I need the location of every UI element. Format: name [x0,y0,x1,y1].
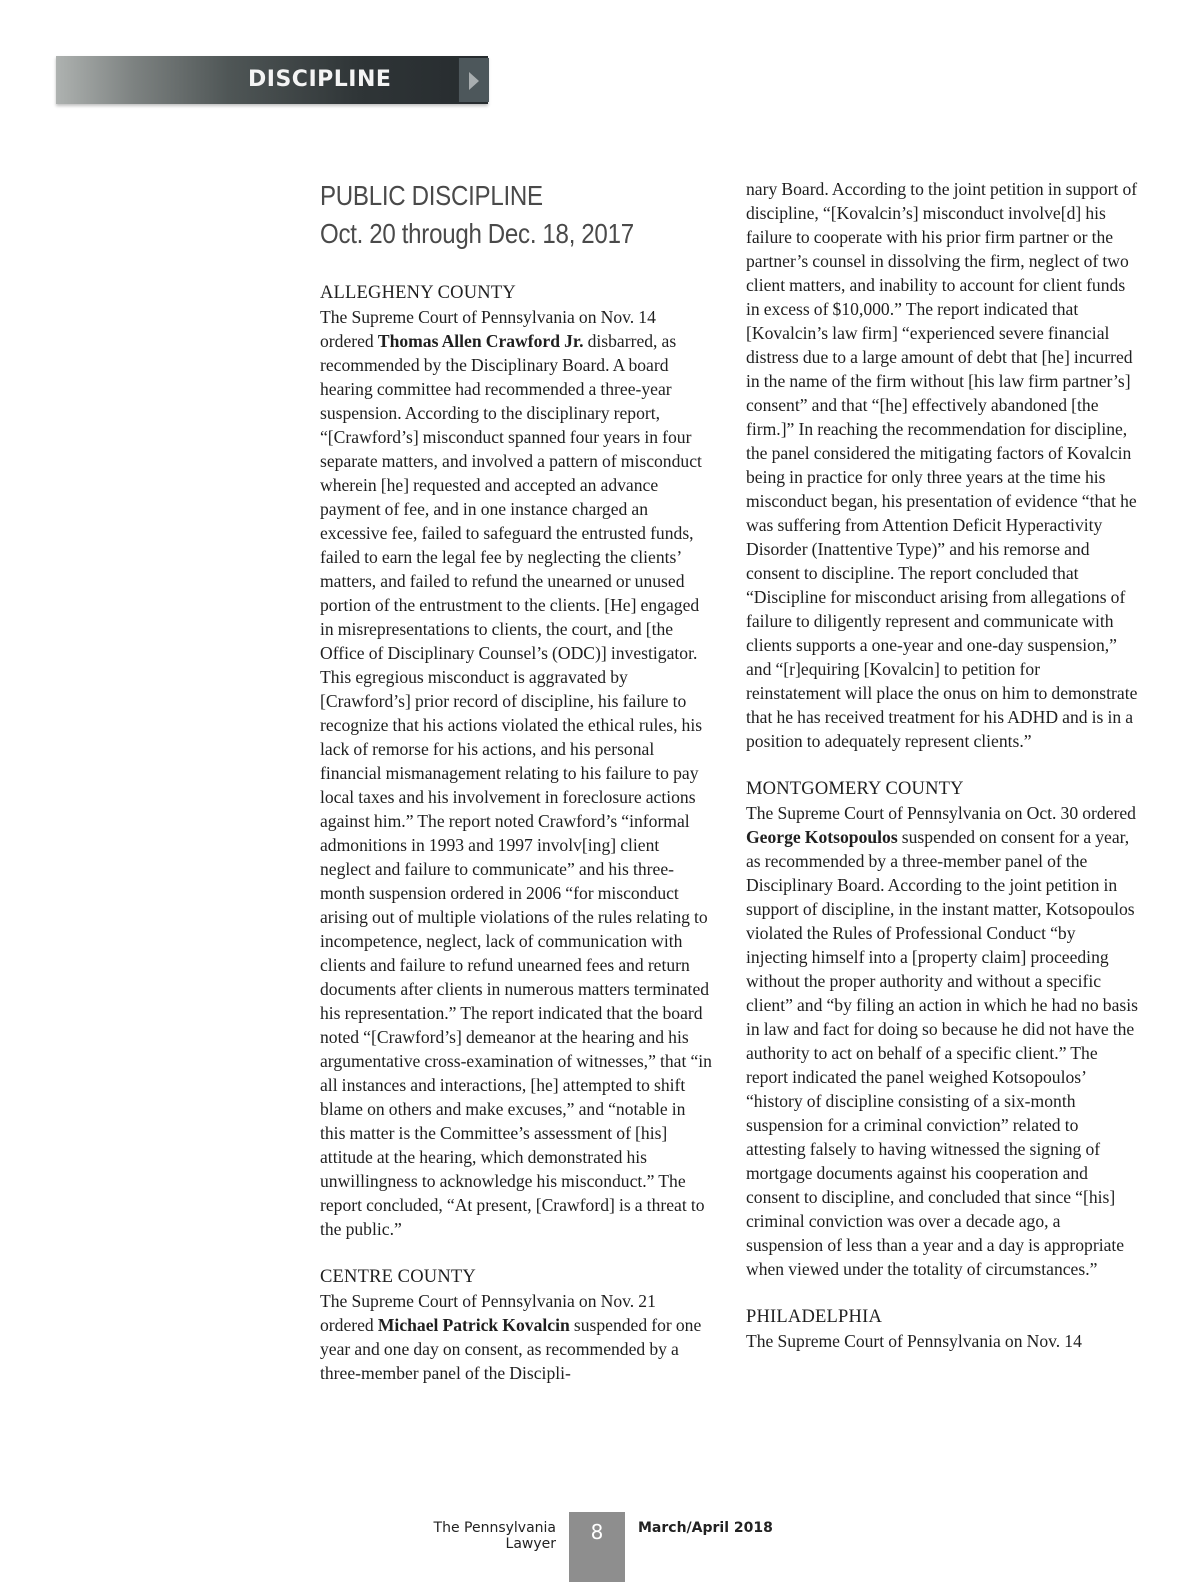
triangle-right-icon [469,72,479,90]
attorney-name: Michael Patrick Kovalcin [377,1315,570,1335]
county-heading: PHILADELPHIA [746,1307,883,1327]
county-heading: MONTGOMERY COUNTY [746,779,964,799]
article-subtitle: Oct. 20 through Dec. 18, 2017 [320,218,634,249]
article-paragraph [746,177,1138,753]
right-column [746,177,1138,1353]
paragraph-text: The Supreme Court of Pennsylvania on Nov. 14 ordered [320,307,656,351]
left-column [320,178,712,1385]
paragraph-text: suspended for one year and one day on consent, as recommended by a three-member panel of the Discipli- [320,1315,702,1383]
section-banner [56,56,488,104]
article-paragraph [320,305,712,1241]
section-gap [320,1241,712,1265]
paragraph-text: disbarred, as recommended by the Disciplinary Board. A board hearing committee had recommended a three-year suspension. According to the disciplinary report, “[Crawford’s] misconduct spanned four years in four separate matters, and involved a pattern of misconduct wherein [he] requested and accepted an advance payment of fee, and in one instance charged an excessive fee, failed to safeguard the entrusted funds, failed to earn the legal fee by neglecting the clients’ matters, and failed to refund the unearned or unused portion of the entrustment to the clients. [He] engaged in misrepresentations to clients, the court, and [the Office of Disciplinary Counsel’s (ODC)] investigator. This egregious misconduct is aggravated by [Crawford’s] prior record of discipline, his failure to recognize that his actions violated the ethical rules, his lack of remorse for his actions, and his personal financial mismanagement relating to his failure to pay local taxes and his involvement in foreclosure actions against him.” The report noted Crawford’s “informal admonitions in 1993 and 1997 involv[ing] client neglect and failure to communicate” and his three-month suspension ordered in 2006 “for misconduct arising out of multiple violations of the rules relating to incompetence, neglect, lack of communication with clients and failure to refund unearned fees and return documents after clients in numerous matters terminated his representation.” The report indicated that the board noted “[Crawford’s] demeanor at the hearing and his argumentative cross-examination of witnesses,” that “in all instances and interactions, [he] attempted to shift blame on others and make excuses,” and “notable in this matter is the Committee’s assessment of [his] attitude at the hearing, which demonstrated his unwillingness to acknowledge his misconduct.” The report concluded, “At present, [Crawford] is a threat to the public.” [320,331,712,1239]
paragraph-text: The Supreme Court of Pennsylvania on Nov. 14 [746,1331,1082,1351]
left-column-content [320,281,712,1385]
article-paragraph [320,1289,712,1385]
footer-page-number: 8 [569,1512,625,1582]
county-heading: ALLEGHENY COUNTY [320,283,516,303]
right-column-content [746,177,1138,1353]
article-title: PUBLIC DISCIPLINE [320,180,543,211]
paragraph-text: The Supreme Court of Pennsylvania on Oct. 30 ordered [746,803,1136,823]
section-label: DISCIPLINE [248,67,392,92]
paragraph-text: nary Board. According to the joint petition in support of discipline, “[Kovalcin’s] misconduct involve[d] his failure to cooperate with his prior firm partner or the partner’s counsel in dissolving the firm, neglect of two client matters, and inability to account for client funds in excess of $10,000.” The report indicated that [Kovalcin’s law firm] “experienced severe financial distress due to a large amount of debt that [he] incurred in the name of the firm without [his law firm partner’s] consent” and that “[he] effectively abandoned [the firm.]” In reaching the recommendation for discipline, the panel considered the mitigating factors of Kovalcin being in practice for only three years at the time his misconduct began, his presentation of evidence “that he was suffering from Attention Deficit Hyperactivity Disorder (Inattentive Type)” and his remorse and consent to discipline. The report concluded that “Discipline for misconduct arising from allegations of failure to diligently represent and communicate with clients supports a one-year and one-day suspension,” and “[r]equiring [Kovalcin] to petition for reinstatement will place the onus on him to demonstrate that he has received treatment for his ADHD and is in a position to adequately represent clients.” [746,179,1138,751]
footer-publication: The Pennsylvania Lawyer [433,1520,556,1552]
banner-arrow-box [458,58,489,102]
footer-issue: March/April 2018 [638,1520,773,1536]
section-gap [746,753,1138,777]
paragraph-text: The Supreme Court of Pennsylvania on Nov. 21 ordered [320,1291,656,1335]
article-paragraph [746,801,1138,1281]
paragraph-text: suspended on consent for a year, as recommended by a three-member panel of the Disciplinary Board. According to the joint petition in support of discipline, in the instant matter, Kotsopoulos violated the Rules of Professional Conduct “by injecting himself into a [property claim] proceeding without the proper authority and without a specific client” and “by filing an action in which he had no basis in law and fact for doing so because he did not have the authority to act on behalf of a specific client.” The report indicated the panel weighed Kotsopoulos’ “history of discipline consisting of a six-month suspension for a criminal conviction” related to attesting falsely to having witnessed the signing of mortgage documents against his cooperation and consent to discipline, and concluded that since “[his] criminal conviction was over a decade ago, a suspension of less than a year and a day is appropriate when viewed under the totality of circumstances.” [746,827,1138,1279]
attorney-name: Thomas Allen Crawford Jr. [377,331,584,351]
attorney-name: George Kotsopoulos [746,827,898,847]
county-heading: CENTRE COUNTY [320,1267,476,1287]
article-paragraph [746,1329,1138,1353]
section-gap [746,1281,1138,1305]
